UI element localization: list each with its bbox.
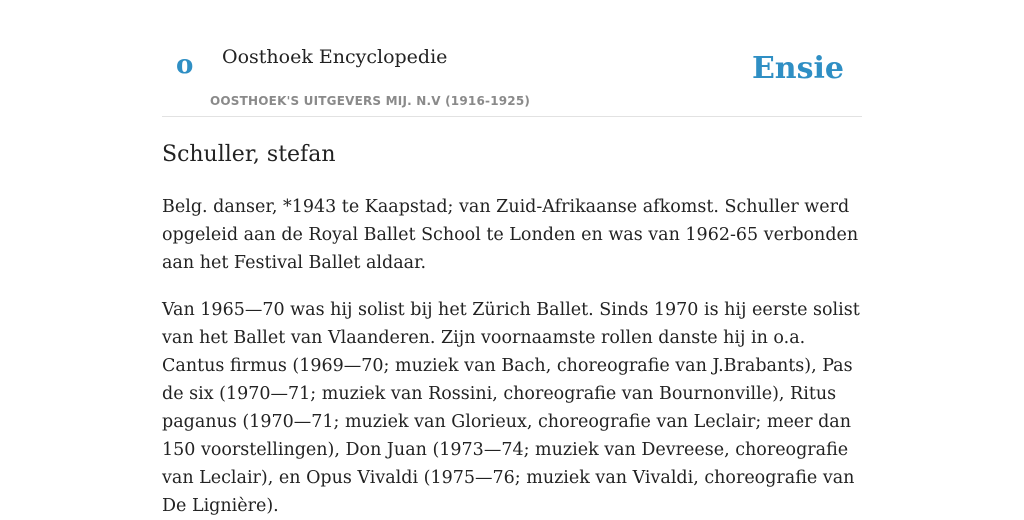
brand-logo[interactable]: Ensie xyxy=(751,51,844,86)
entry-paragraph: Belg. danser, *1943 te Kaapstad; van Zuid-Afrikaanse afkomst. Schuller werd opgeleid aan de Royal Ballet School te Londen en was van 1962-65 verbonden aan het Festival Ballet aldaar. xyxy=(162,197,859,273)
site-logo[interactable]: o xyxy=(176,50,194,80)
entry-paragraph: Van 1965—70 was hij solist bij het Zürich Ballet. Sinds 1970 is hij eerste solist van het Ballet van Vlaanderen. Zijn voornaamste rollen danste hij in o.a. Cantus firmus (1969—70; muziek van Bach, choreografie van J.Brabants), Pas de six (1970—71; muziek van Rossini, choreografie van Bournonville), Ritus paganus (1970—71; muziek van Glorieux, choreografie van Leclair; meer dan 150 voorstellingen), Don Juan (1973—74; muziek van Devreese, choreografie van Leclair), en Opus Vivaldi (1975—76; muziek van Vivaldi, choreografie van De Lignière). xyxy=(162,300,860,516)
site-header xyxy=(162,0,862,117)
page-container xyxy=(162,0,862,520)
site-title[interactable]: Oosthoek Encyclopedie xyxy=(222,46,448,68)
entry-title: Schuller, stefan xyxy=(162,142,336,167)
publisher-label: OOSTHOEK'S UITGEVERS MIJ. N.V (1916-1925) xyxy=(210,94,531,108)
